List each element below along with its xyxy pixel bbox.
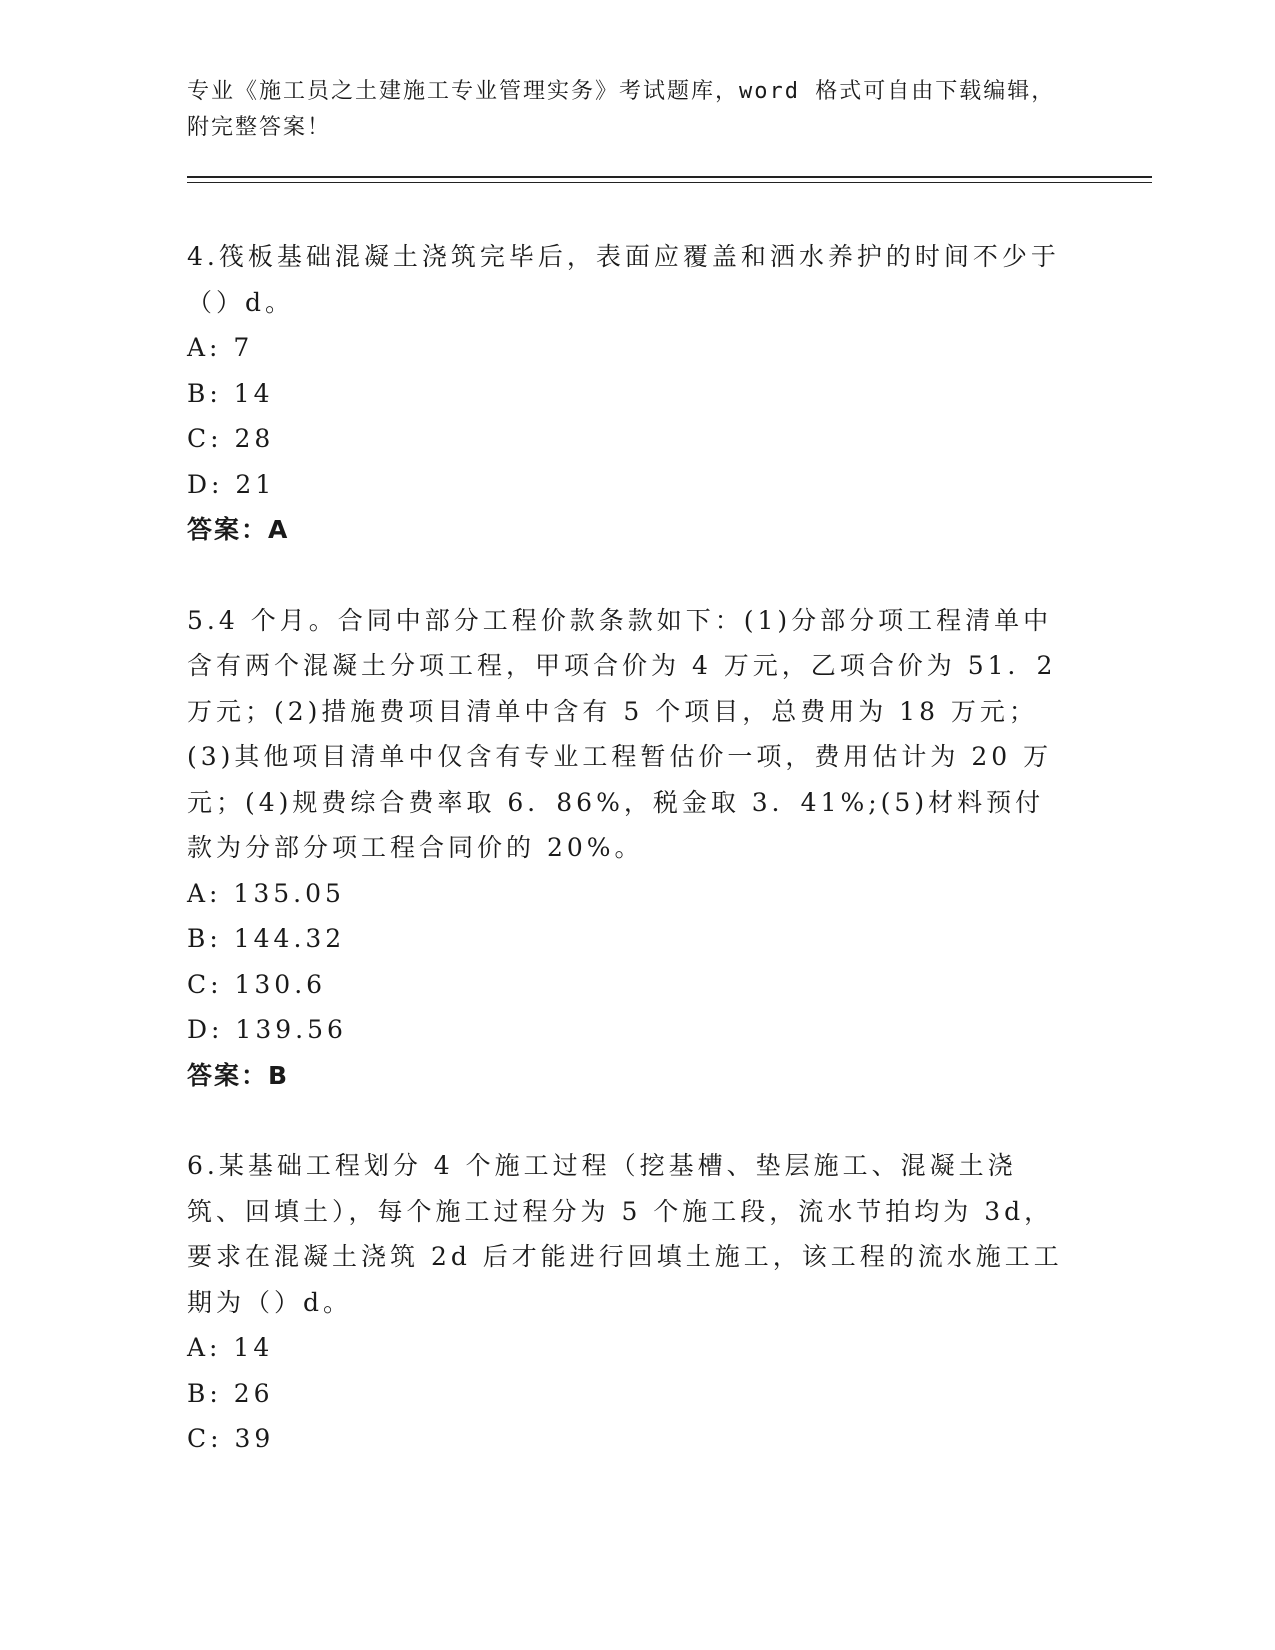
- option-a: A: 14: [187, 1333, 274, 1362]
- option-d: D: 139.56: [187, 1015, 347, 1044]
- question-text: 4.筏板基础混凝土浇筑完毕后，表面应覆盖和洒水养护的时间不少于（）d。: [187, 242, 1060, 317]
- question-text: 6.某基础工程划分 4 个施工过程（挖基槽、垫层施工、混凝土浇筑、回填土），每个施工过程分为 5 个施工段，流水节拍均为 3d，要求在混凝土浇筑 2d 后才能进行回填土施工，该工程的流水施工工期为（）d。: [187, 1151, 1063, 1317]
- question-list: [187, 234, 1067, 1507]
- option-c: C: 39: [187, 1424, 275, 1453]
- header-line-1: 专业《施工员之土建施工专业管理实务》考试题库，word 格式可自由下载编辑，: [187, 79, 1056, 104]
- option-d: D: 21: [187, 469, 276, 499]
- document-header: [187, 74, 1087, 146]
- question-6: [187, 1143, 1067, 1462]
- question-text: 5.4 个月。合同中部分工程价款条款如下：(1)分部分项工程清单中含有两个混凝土分项工程，甲项合价为 4 万元，乙项合价为 51．2 万元；(2)措施费项目清单中含有 5 个项目，总费用为 18 万元；(3)其他项目清单中仅含有专业工程暂估价一项，费用估计为 20 万元；(4)规费综合费率取 6．86%，税金取 3．41%;(5)材料预付款为分部分项工程合同价的 20%。: [187, 605, 1057, 862]
- option-b: B: 14: [187, 378, 274, 408]
- header-divider-thin: [187, 182, 1152, 183]
- option-a: A: 135.05: [187, 878, 345, 908]
- header-divider-thick: [187, 176, 1152, 178]
- option-b: B: 144.32: [187, 924, 346, 953]
- answer: 答案：A: [187, 515, 290, 544]
- answer: 答案：B: [187, 1060, 290, 1090]
- option-c: C: 28: [187, 424, 275, 453]
- option-b: B: 26: [187, 1378, 274, 1408]
- header-line-2: 附完整答案！: [187, 115, 332, 140]
- question-5: [187, 598, 1067, 1099]
- option-a: A: 7: [187, 333, 254, 362]
- option-c: C: 130.6: [187, 969, 327, 999]
- question-4: [187, 234, 1067, 553]
